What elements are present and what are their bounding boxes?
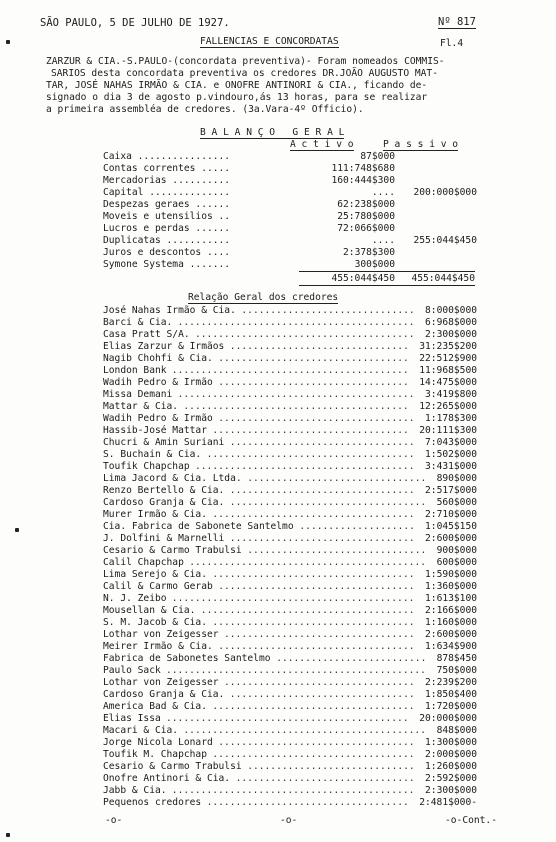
leader-dots: ................................ xyxy=(229,485,415,496)
balance-activo-value: 87$000 xyxy=(360,151,395,162)
creditor-amount: 2:300$000 xyxy=(425,329,477,340)
leader-dots: .................................. xyxy=(218,641,415,652)
creditor-name: Lima Jacord & Cia. Ltda. xyxy=(103,473,242,484)
leader-dots: .................................. xyxy=(218,581,415,592)
balance-account: Lucros e perdas ...... xyxy=(103,223,231,234)
creditor-row xyxy=(103,509,477,521)
creditor-row xyxy=(103,317,477,329)
header-city-date: SÃO PAULO, 5 DE JULHO DE 1927. xyxy=(40,17,230,29)
leader-dots: ................................... xyxy=(212,617,415,628)
creditor-amount: 900$000 xyxy=(436,545,477,556)
balance-account: Caixa ................ xyxy=(103,151,231,162)
balance-row xyxy=(103,211,477,223)
creditor-name: Cesario & Carmo Trabulsi xyxy=(103,545,242,556)
creditor-name: Renzo Bertello & Cia. xyxy=(103,485,225,496)
creditor-amount: 3:431$000 xyxy=(425,461,477,472)
leader-dots: ....................................... xyxy=(183,401,409,412)
balance-row xyxy=(103,199,477,211)
balance-account: Contas correntes ..... xyxy=(103,163,231,174)
creditor-name: J. Dolfini & Marnelli xyxy=(103,533,225,544)
total-activo: 455:044$450 xyxy=(331,273,395,284)
creditor-amount: 848$000 xyxy=(436,725,477,736)
creditor-row xyxy=(103,581,477,593)
creditor-row xyxy=(103,785,477,797)
balance-activo-value: .... xyxy=(371,187,395,198)
section-title: FALLENCIAS E CONCORDATAS xyxy=(200,36,339,47)
balance-row xyxy=(103,151,477,163)
leader-dots: ................................. xyxy=(224,677,415,688)
creditor-row xyxy=(103,329,477,341)
footer-center-mark: -o- xyxy=(280,815,298,826)
creditor-row xyxy=(103,497,477,509)
passivo-header: P a s s i v o xyxy=(383,139,459,150)
creditor-name: Hassib-José Mattar xyxy=(103,425,207,436)
leader-dots: ......................................... xyxy=(177,389,415,400)
creditor-amount: 1:850$400 xyxy=(425,689,477,700)
creditor-name: Toufik M. Chapchap xyxy=(103,749,207,760)
creditor-row xyxy=(103,485,477,497)
total-rule xyxy=(299,271,475,272)
creditor-name: Mousellan & Cia. xyxy=(103,605,196,616)
creditor-name: Pequenos credores xyxy=(103,797,202,808)
creditor-amount: 2:481$000- xyxy=(419,797,477,808)
creditor-row xyxy=(103,365,477,377)
balance-activo-value: 2:378$300 xyxy=(343,247,395,258)
balance-activo-value: .... xyxy=(371,235,395,246)
creditor-row xyxy=(103,557,477,569)
balance-row xyxy=(103,175,477,187)
leader-dots: ................................. xyxy=(224,629,415,640)
creditor-amount: 2:600$000 xyxy=(425,629,477,640)
creditor-name: Cardoso Granja & Cia. xyxy=(103,497,225,508)
leader-dots: .......................................... xyxy=(171,785,415,796)
balance-row xyxy=(103,259,477,271)
leader-dots: .......................... xyxy=(276,653,427,664)
creditor-row xyxy=(103,773,477,785)
creditor-amount: 2:000$000 xyxy=(425,749,477,760)
creditor-name: Lima Serejo & Cia. xyxy=(103,569,207,580)
creditor-row xyxy=(103,341,477,353)
balance-passivo-value: 255:044$450 xyxy=(413,235,477,246)
creditor-amount: 1:502$000 xyxy=(425,449,477,460)
creditor-amount: 3:419$800 xyxy=(425,389,477,400)
creditor-row xyxy=(103,701,477,713)
creditor-name: Cia. Fabrica de Sabonete Santelmo xyxy=(103,521,294,532)
leader-dots: ............................................. xyxy=(166,665,426,676)
creditor-amount: 878$450 xyxy=(436,653,477,664)
creditor-name: Paulo Sack xyxy=(103,665,161,676)
balance-account: Capital .............. xyxy=(103,187,231,198)
creditor-row xyxy=(103,749,477,761)
creditor-name: Fabrica de Sabonetes Santelmo xyxy=(103,653,271,664)
balance-activo-value: 62:238$000 xyxy=(337,199,395,210)
creditor-name: Wadih Pedro & Irmão xyxy=(103,377,213,388)
creditor-name: Chucri & Amin Suriani xyxy=(103,437,225,448)
creditor-name: S. M. Jacob & Cia. xyxy=(103,617,207,628)
creditor-amount: 7:043$000 xyxy=(425,437,477,448)
notice-line: TAR, JOSÉ NAHAS IRMÃO & CIA. e ONOFRE ANTINORI & CIA., ficando de- xyxy=(46,80,428,91)
balance-activo-value: 111:748$680 xyxy=(331,163,395,174)
creditor-amount: 1:634$900 xyxy=(425,641,477,652)
header-number: Nº 817 xyxy=(438,16,476,28)
creditor-amount: 12:265$000 xyxy=(419,401,477,412)
creditor-row xyxy=(103,305,477,317)
creditor-row xyxy=(103,677,477,689)
creditor-name: Lothar von Zeigesser xyxy=(103,629,219,640)
creditor-amount: 22:512$900 xyxy=(419,353,477,364)
leader-dots: ............................... xyxy=(229,341,409,352)
punch-hole-mark xyxy=(15,528,19,532)
leader-dots: ................................ xyxy=(229,437,415,448)
total-rule-bottom xyxy=(299,285,475,286)
balance-activo-value: 300$000 xyxy=(354,259,395,270)
creditor-name: Lothar von Zeigesser xyxy=(103,677,219,688)
creditor-amount: 2:592$000 xyxy=(425,773,477,784)
leader-dots: ...................................... xyxy=(195,329,415,340)
punch-hole-mark xyxy=(6,833,10,837)
creditor-name: Cesario & Carmo Trabulsi xyxy=(103,761,242,772)
creditor-name: Onofre Antinori & Cia. xyxy=(103,773,231,784)
leader-dots: ................................... xyxy=(212,569,415,580)
creditor-amount: 2:517$000 xyxy=(425,485,477,496)
creditor-name: José Nahas Irmão & Cia. xyxy=(103,305,236,316)
creditor-amount: 1:300$000 xyxy=(425,737,477,748)
creditor-amount: 20:000$000 xyxy=(419,713,477,724)
creditor-name: Toufik Chapchap xyxy=(103,461,190,472)
creditor-amount: 2:239$200 xyxy=(425,677,477,688)
creditor-amount: 1:720$000 xyxy=(425,701,477,712)
creditor-name: Nagib Chohfi & Cia. xyxy=(103,353,213,364)
creditor-amount: 2:300$000 xyxy=(425,785,477,796)
creditor-amount: 1:160$000 xyxy=(425,617,477,628)
creditor-name: Jabb & Cia. xyxy=(103,785,167,796)
creditor-amount: 2:166$000 xyxy=(425,605,477,616)
creditor-name: Mattar & Cia. xyxy=(103,401,179,412)
footer-left-mark: -o- xyxy=(105,815,123,826)
creditor-row xyxy=(103,737,477,749)
creditor-name: Barci & Cia. xyxy=(103,317,173,328)
creditor-name: S. Buchain & Cia. xyxy=(103,449,202,460)
creditor-row xyxy=(103,569,477,581)
balance-account: Duplicatas ........... xyxy=(103,235,231,246)
folio-number: Fl.4 xyxy=(440,38,464,49)
creditor-row xyxy=(103,629,477,641)
balance-account: Moveis e utensilios .. xyxy=(103,211,231,222)
creditor-amount: 750$000 xyxy=(436,665,477,676)
creditor-row xyxy=(103,545,477,557)
creditor-name: Wadih Pedro & Irmão xyxy=(103,413,213,424)
leader-dots: ................................... xyxy=(212,749,415,760)
activo-header: A c t i v o xyxy=(290,139,354,150)
balance-activo-value: 25:780$000 xyxy=(337,211,395,222)
leader-dots: ............................... xyxy=(247,473,427,484)
footer-continued: -o-Cont.- xyxy=(445,815,497,826)
leader-dots: ................................... xyxy=(212,509,415,520)
creditor-row xyxy=(103,461,477,473)
creditor-row xyxy=(103,617,477,629)
balance-account: Despezas geraes ...... xyxy=(103,199,231,210)
creditor-name: London Bank xyxy=(103,365,167,376)
balance-activo-value: 160:444$300 xyxy=(331,175,395,186)
creditor-row xyxy=(103,425,477,437)
leader-dots: .................................. xyxy=(218,737,415,748)
notice-line: signado o dia 3 de agosto p.vindouro,ás 13 horas, para se realizar xyxy=(46,92,428,103)
balance-row xyxy=(103,247,477,259)
leader-dots: .............................. xyxy=(241,305,415,316)
creditor-amount: 890$000 xyxy=(436,473,477,484)
creditor-amount: 20:111$300 xyxy=(419,425,477,436)
leader-dots: .......................................... xyxy=(171,593,415,604)
leader-dots: .......................................... xyxy=(166,713,409,724)
creditor-amount: 31:235$200 xyxy=(419,341,477,352)
leader-dots: ................................. xyxy=(218,377,409,388)
creditor-row xyxy=(103,593,477,605)
creditor-row xyxy=(103,653,477,665)
creditor-row xyxy=(103,713,477,725)
creditor-row xyxy=(103,377,477,389)
total-passivo: 455:044$450 xyxy=(411,273,475,284)
leader-dots: .................................. xyxy=(229,497,427,508)
creditor-name: Cardoso Granja & Cia. xyxy=(103,689,225,700)
creditor-name: Casa Pratt S/A. xyxy=(103,329,190,340)
creditor-row xyxy=(103,605,477,617)
leader-dots: ................................... xyxy=(212,701,415,712)
leader-dots: .................................. xyxy=(218,413,415,424)
leader-dots: ......................................... xyxy=(171,365,409,376)
creditor-row xyxy=(103,665,477,677)
notice-line: ZARZUR & CIA.-S.PAULO-(concordata preventiva)- Foram nomeados COMMIS- xyxy=(46,56,445,67)
creditor-name: Elias Zarzur & Irmãos xyxy=(103,341,225,352)
creditor-row xyxy=(103,413,477,425)
leader-dots: ............................. xyxy=(247,761,415,772)
leader-dots: ..................................... xyxy=(200,605,415,616)
creditor-row xyxy=(103,533,477,545)
creditor-amount: 8:000$000 xyxy=(425,305,477,316)
creditor-name: N. J. Zeibo xyxy=(103,593,167,604)
creditor-amount: 1:178$300 xyxy=(425,413,477,424)
creditor-amount: 560$000 xyxy=(436,497,477,508)
leader-dots: ......................................... xyxy=(189,557,427,568)
balance-activo-value: 72:066$000 xyxy=(337,223,395,234)
creditor-row xyxy=(103,401,477,413)
creditor-row xyxy=(103,641,477,653)
leader-dots: ................................ xyxy=(229,533,415,544)
creditor-row xyxy=(103,521,477,533)
leader-dots: .................................... xyxy=(206,449,415,460)
balance-passivo-value: 200:000$000 xyxy=(413,187,477,198)
balance-row xyxy=(103,163,477,175)
creditor-name: Jorge Nicola Lonard xyxy=(103,737,213,748)
creditor-name: America Bad & Cia. xyxy=(103,701,207,712)
balance-row xyxy=(103,223,477,235)
balance-account: Mercadorias .......... xyxy=(103,175,231,186)
leader-dots: ...................................... xyxy=(195,461,415,472)
creditor-amount: 1:590$000 xyxy=(425,569,477,580)
leader-dots: ............................... xyxy=(235,773,415,784)
creditor-name: Meirer Irmão & Cia. xyxy=(103,641,213,652)
creditor-row xyxy=(103,689,477,701)
leader-dots: ................................. xyxy=(218,353,409,364)
creditor-amount: 2:600$000 xyxy=(425,533,477,544)
creditor-amount: 6:968$000 xyxy=(425,317,477,328)
creditor-amount: 1:260$000 xyxy=(425,761,477,772)
leader-dots: ......................................... xyxy=(177,317,415,328)
creditor-amount: 2:710$000 xyxy=(425,509,477,520)
leader-dots: ................................... xyxy=(206,797,409,808)
creditor-amount: 1:360$000 xyxy=(425,581,477,592)
creditor-row xyxy=(103,761,477,773)
balance-row xyxy=(103,235,477,247)
creditor-amount: 1:613$100 xyxy=(425,593,477,604)
creditor-name: Murer Irmão & Cia. xyxy=(103,509,207,520)
creditor-row xyxy=(103,473,477,485)
leader-dots: .................... xyxy=(299,521,415,532)
creditor-row xyxy=(103,449,477,461)
creditor-row xyxy=(103,353,477,365)
punch-hole-mark xyxy=(6,40,10,44)
creditor-amount: 1:045$150 xyxy=(425,521,477,532)
creditor-name: Elias Issa xyxy=(103,713,161,724)
leader-dots: .......................................... xyxy=(183,725,426,736)
creditor-name: Missa Demani xyxy=(103,389,173,400)
balance-account: Juros e descontos .... xyxy=(103,247,231,258)
balance-row xyxy=(103,187,477,199)
creditor-name: Macari & Cia. xyxy=(103,725,179,736)
creditor-amount: 600$000 xyxy=(436,557,477,568)
notice-line: SARIOS desta concordata preventiva os credores DR.JOÃO AUGUSTO MAT- xyxy=(51,68,438,79)
creditor-amount: 11:968$500 xyxy=(419,365,477,376)
leader-dots: ............................... xyxy=(247,545,427,556)
creditor-row xyxy=(103,389,477,401)
balance-title: B A L A N Ç O G E R A L xyxy=(200,127,345,138)
creditor-amount: 14:475$000 xyxy=(419,377,477,388)
notice-line: a primeira assembléa de credores. (3a.Vara-4º Officio). xyxy=(46,104,364,115)
creditor-name: Calil Chapchap xyxy=(103,557,184,568)
creditor-row xyxy=(103,437,477,449)
leader-dots: ................................ xyxy=(229,689,415,700)
creditors-title: Relação Geral dos credores xyxy=(188,292,339,303)
balance-account: Symone Systema ....... xyxy=(103,259,231,270)
creditor-row xyxy=(103,797,477,809)
creditor-row xyxy=(103,725,477,737)
creditor-name: Calil & Carmo Gerab xyxy=(103,581,213,592)
leader-dots: .................................. xyxy=(212,425,409,436)
